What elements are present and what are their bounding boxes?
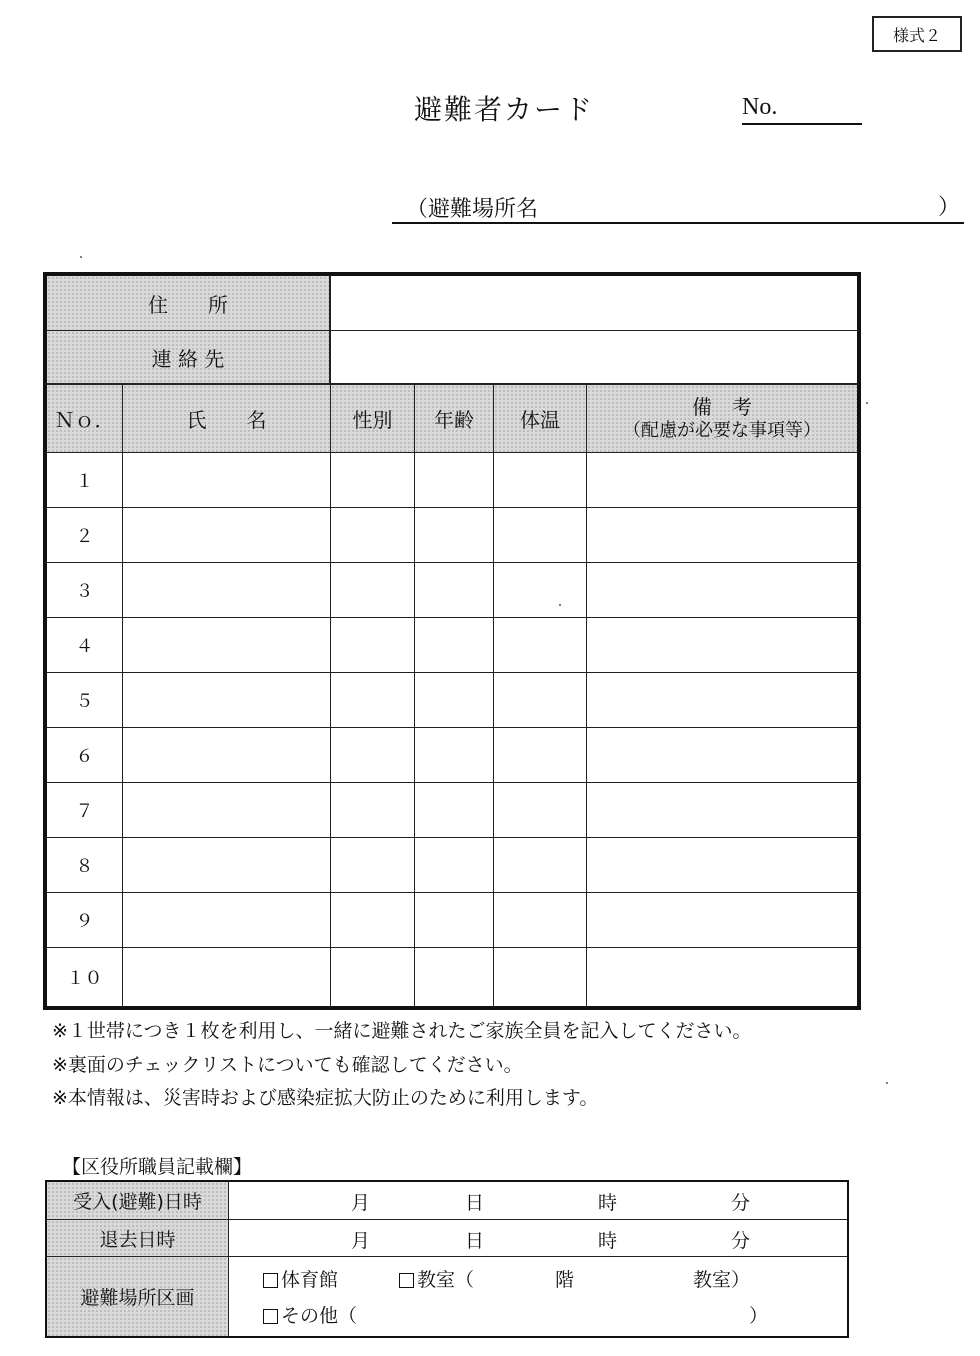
contact-input[interactable] <box>331 331 857 385</box>
staff-section-title: 【区役所職員記載欄】 <box>62 1156 253 1178</box>
other-checkbox[interactable] <box>263 1309 278 1324</box>
form-number-badge: 様式２ <box>872 16 962 52</box>
remarks-cell[interactable] <box>587 618 857 673</box>
received-hour: 時 <box>598 1192 618 1214</box>
age-cell[interactable] <box>415 838 494 893</box>
temperature-cell[interactable] <box>494 728 587 783</box>
scan-speck <box>866 402 868 404</box>
evacuee-table <box>43 272 861 1010</box>
temperature-cell[interactable] <box>494 618 587 673</box>
leave-datetime-input[interactable] <box>229 1220 847 1257</box>
age-cell[interactable] <box>415 618 494 673</box>
temperature-cell[interactable] <box>494 508 587 563</box>
received-datetime-label: 受入(避難)日時 <box>47 1182 229 1220</box>
temperature-cell[interactable] <box>494 783 587 838</box>
sex-cell[interactable] <box>331 453 415 508</box>
column-header-sex: 性別 <box>331 385 415 453</box>
shelter-name-close: ） <box>938 195 961 220</box>
sex-cell[interactable] <box>331 618 415 673</box>
row-number: ７ <box>47 783 123 838</box>
name-cell[interactable] <box>123 618 331 673</box>
card-number-field[interactable]: No. <box>742 94 862 125</box>
scan-speck <box>559 604 561 606</box>
sex-cell[interactable] <box>331 893 415 948</box>
name-cell[interactable] <box>123 838 331 893</box>
age-cell[interactable] <box>415 893 494 948</box>
area-input <box>229 1257 847 1336</box>
classroom-close: 教室） <box>693 1269 751 1291</box>
row-number: ８ <box>47 838 123 893</box>
remarks-cell[interactable] <box>587 838 857 893</box>
name-cell[interactable] <box>123 563 331 618</box>
row-number: ５ <box>47 673 123 728</box>
leave-month: 月 <box>351 1230 371 1252</box>
remarks-cell[interactable] <box>587 453 857 508</box>
age-cell[interactable] <box>415 948 494 1006</box>
other-close: ） <box>749 1305 769 1327</box>
remarks-cell[interactable] <box>587 508 857 563</box>
sex-cell[interactable] <box>331 673 415 728</box>
received-month: 月 <box>351 1192 371 1214</box>
remarks-cell[interactable] <box>587 673 857 728</box>
leave-minute: 分 <box>731 1230 751 1252</box>
age-cell[interactable] <box>415 783 494 838</box>
remarks-title: 備 考 <box>692 394 752 419</box>
remarks-cell[interactable] <box>587 728 857 783</box>
received-minute: 分 <box>731 1192 751 1214</box>
name-cell[interactable] <box>123 893 331 948</box>
note-1: ※１世帯につき１枚を利用し、一緒に避難されたご家族全員を記入してください。 <box>52 1020 752 1042</box>
name-cell[interactable] <box>123 673 331 728</box>
column-header-remarks <box>587 385 857 453</box>
age-cell[interactable] <box>415 563 494 618</box>
leave-day: 日 <box>465 1230 485 1252</box>
temperature-cell[interactable] <box>494 673 587 728</box>
row-number: １０ <box>47 948 123 1006</box>
gym-option[interactable]: 体育館 <box>263 1265 338 1292</box>
name-cell[interactable] <box>123 508 331 563</box>
staff-table <box>45 1180 849 1338</box>
other-option[interactable]: その他（ <box>263 1301 357 1328</box>
received-datetime-input[interactable] <box>229 1182 847 1220</box>
row-number: ４ <box>47 618 123 673</box>
scan-speck <box>80 256 82 258</box>
column-header-no: Ｎｏ． <box>47 385 123 453</box>
row-number: ６ <box>47 728 123 783</box>
row-number: ３ <box>47 563 123 618</box>
column-header-name: 氏 名 <box>123 385 331 453</box>
received-day: 日 <box>465 1192 485 1214</box>
temperature-cell[interactable] <box>494 563 587 618</box>
remarks-cell[interactable] <box>587 563 857 618</box>
column-header-age: 年齢 <box>415 385 494 453</box>
remarks-cell[interactable] <box>587 893 857 948</box>
name-cell[interactable] <box>123 728 331 783</box>
classroom-option[interactable]: 教室（ <box>399 1265 474 1292</box>
scan-speck <box>886 1082 888 1084</box>
address-input[interactable] <box>331 276 857 331</box>
sex-cell[interactable] <box>331 563 415 618</box>
age-cell[interactable] <box>415 673 494 728</box>
gym-checkbox[interactable] <box>263 1273 278 1288</box>
age-cell[interactable] <box>415 508 494 563</box>
temperature-cell[interactable] <box>494 838 587 893</box>
contact-label: 連 絡 先 <box>47 331 331 385</box>
area-label: 避難場所区画 <box>47 1257 229 1336</box>
sex-cell[interactable] <box>331 838 415 893</box>
row-number: ２ <box>47 508 123 563</box>
note-2: ※裏面のチェックリストについても確認してください。 <box>52 1054 523 1076</box>
age-cell[interactable] <box>415 728 494 783</box>
name-cell[interactable] <box>123 783 331 838</box>
sex-cell[interactable] <box>331 728 415 783</box>
shelter-name-label: （避難場所名 <box>406 197 539 222</box>
sex-cell[interactable] <box>331 783 415 838</box>
age-cell[interactable] <box>415 453 494 508</box>
sex-cell[interactable] <box>331 508 415 563</box>
leave-datetime-label: 退去日時 <box>47 1220 229 1257</box>
remarks-subtitle: （配慮が必要な事項等） <box>623 419 821 441</box>
temperature-cell[interactable] <box>494 453 587 508</box>
address-label: 住 所 <box>47 276 331 331</box>
name-cell[interactable] <box>123 948 331 1006</box>
leave-hour: 時 <box>598 1230 618 1252</box>
row-number: １ <box>47 453 123 508</box>
page-title: 避難者カード <box>414 93 595 126</box>
sex-cell[interactable] <box>331 948 415 1006</box>
row-number: ９ <box>47 893 123 948</box>
name-cell[interactable] <box>123 453 331 508</box>
remarks-cell[interactable] <box>587 948 857 1006</box>
remarks-cell[interactable] <box>587 783 857 838</box>
temperature-cell[interactable] <box>494 893 587 948</box>
temperature-cell[interactable] <box>494 948 587 1006</box>
floor-label: 階 <box>555 1269 575 1291</box>
classroom-checkbox[interactable] <box>399 1273 414 1288</box>
note-3: ※本情報は、災害時および感染症拡大防止のために利用します。 <box>52 1087 599 1109</box>
column-header-temperature: 体温 <box>494 385 587 453</box>
